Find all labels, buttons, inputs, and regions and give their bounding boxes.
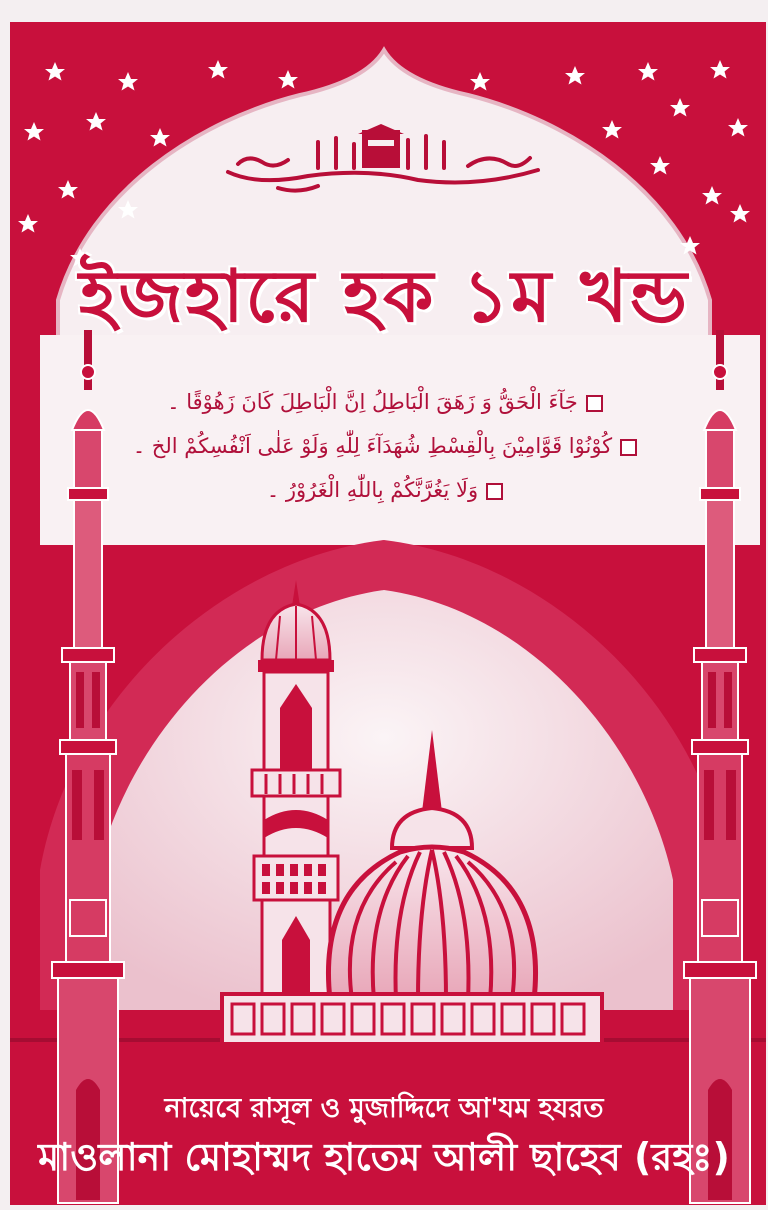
- verse-list: [96, 380, 674, 512]
- verse-text: وَلَا يَغُرَّنَّكُمْ بِاللّٰهِ الْغَرُوْرُ ۔: [266, 478, 479, 502]
- book-title: ইজহারে হক ১ম খন্ড: [79, 254, 689, 338]
- bullet-box-icon: [620, 439, 637, 456]
- minaret-icon: [252, 580, 340, 1000]
- verse-3: [96, 468, 674, 512]
- verse-text: كُوْنُوْا قَوَّامِيْنَ بِالْقِسْطِ شُهَدَآءَ لِلّٰهِ وَلَوْ عَلٰى اَنْفُسِكُمْ الخ ۔: [132, 434, 613, 458]
- bismillah-calligraphy-icon: [218, 124, 550, 198]
- verse-2: [96, 424, 674, 468]
- bullet-box-icon: [486, 483, 503, 500]
- author-name: মাওলানা মোহাম্মদ হাতেম আলী ছাহেব (রহঃ): [38, 1135, 730, 1179]
- verse-text: جَآءَ الْحَقُّ وَ زَهَقَ الْبَاطِلُ اِنَّ الْبَاطِلَ كَانَ زَهُوْقًا ۔: [167, 390, 578, 414]
- mosque-base: [222, 994, 602, 1044]
- bullet-box-icon: [586, 395, 603, 412]
- verse-1: [96, 380, 674, 424]
- author-honorific: নায়েবে রাসূল ও মুজাদ্দিদে আ'যম হযরত: [164, 1093, 604, 1124]
